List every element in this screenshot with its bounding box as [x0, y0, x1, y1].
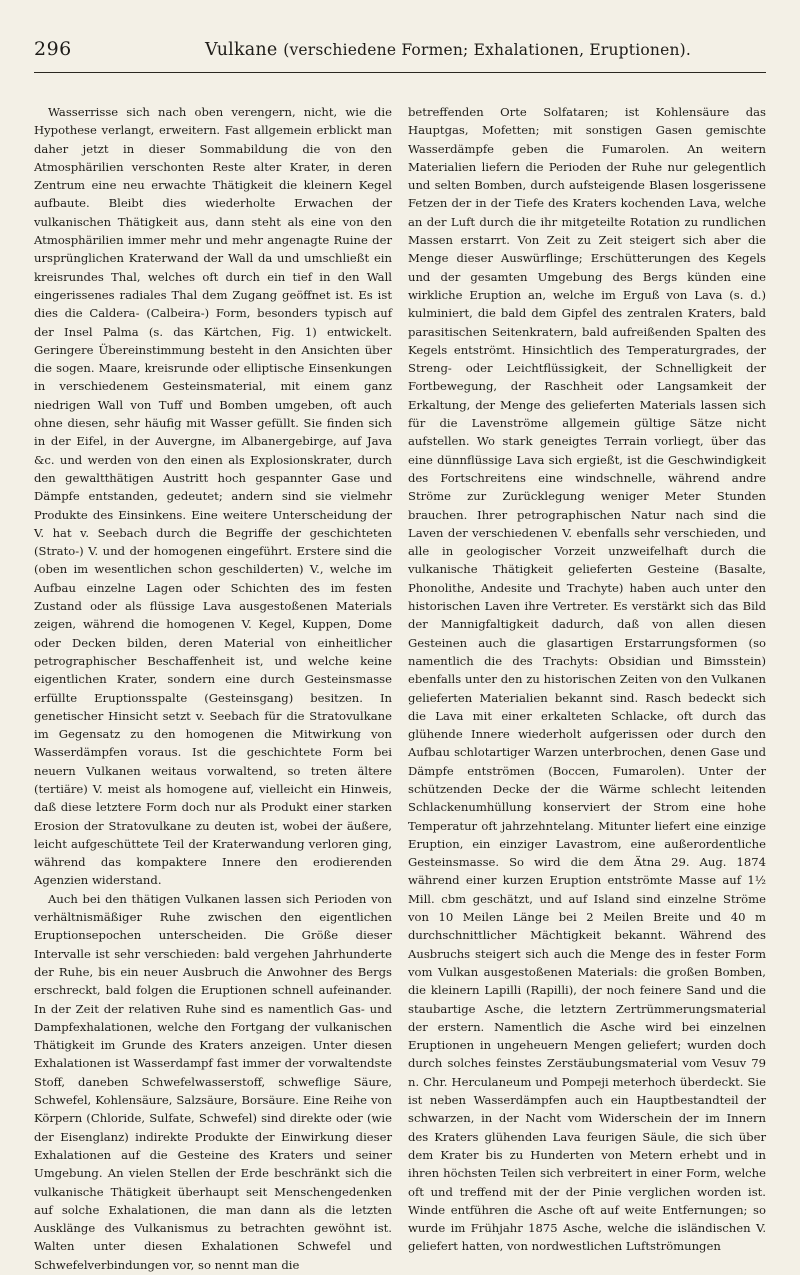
paragraph: Auch bei den thätigen Vulkanen lassen sich Perioden von verhältnismäßiger Ruhe zwischen den eigentlichen Eruptionsepochen unterscheiden. Die Größe dieser Intervalle ist sehr verschieden: bald vergehen Jahrhunderte der Ruhe, bis ein neuer Ausbruch die Anwohner des Bergs erschreckt, bald folgen die Eruptionen schnell aufeinander. In der Zeit der relativen Ruhe sind es namentlich Gas- und Dampfexhalationen, welche den Fortgang der vulkanischen Thätigkeit im Grunde des Kraters anzeigen. Unter diesen Exhalationen ist Wasserdampf fast immer der vorwaltendste Stoff, daneben Schwefelwasserstoff, schweflige Säure, Schwefel, Kohlensäure, Salzsäure, Borsäure. Eine Reihe von Körpern (Chloride, Sulfate, Schwefel) sind direkte oder (wie der Eisenglanz) indirekte Produkte der Einwirkung dieser Exhalationen auf die Gesteine des Kraters und seiner Umgebung. An vielen Stellen der Erde beschränkt sich die vulkanische Thätigkeit überhaupt seit Menschengedenken auf solche Exhalationen, die man dann als die letzten Ausklänge des Vulkanismus zu betrachten gewöhnt ist. Walten unter diesen Exhalationen Schwefel und Schwefelverbindungen vor, so nennt man die: [34, 891, 392, 1272]
running-title-subtitle: (verschiedene Formen; Exhalationen, Eruptionen).: [283, 41, 692, 59]
paragraph: Wasserrisse sich nach oben verengern, nicht, wie die Hypothese verlangt, erweitern. Fast allgemein erblickt man daher jetzt in dieser Sommabildung die von den Atmosphärilien verschonten Reste alter Krater, in deren Zentrum eine neu erwachte Thätigkeit die kleinern Kegel aufbaute. Bleibt dies wiederholte Erwachen der vulkanischen Thätigkeit aus, dann steht als eine von den Atmosphärilien immer mehr und mehr angenagte Ruine der ursprünglichen Kraterwand der Wall da und umschließt ein kreisrundes Thal, welches oft durch ein tief in den Wall eingerissenes radiales Thal dem Zugang geöffnet ist. Es ist dies die Caldera- (Calbeira-) Form, besonders typisch auf der Insel Palma (s. das Kärtchen, Fig. 1) entwickelt. Geringere Übereinstimmung besteht in den Ansichten über die sogen. Maare, kreisrunde oder elliptische Einsenkungen in verschiedenem Gesteinsmaterial, mit einem ganz niedrigen Wall von Tuff und Bomben umgeben, oft auch ohne diesen, sehr häufig mit Wasser gefüllt. Sie finden sich in der Eifel, in der Auvergne, im Albanergebirge, auf Java &c. und werden von den einen als Explosionskrater, durch den gewaltthätigen Austritt hoch gespannter Gase und Dämpfe entstanden, gedeutet; andern sind sie vielmehr Produkte des Einsinkens. Eine weitere Unterscheidung der V. hat v. Seebach durch die Begriffe der geschichteten (Strato-) V. und der homogenen eingeführt. Erstere sind die (oben im wesentlichen schon geschilderten) V., welche im Aufbau einzelne Lagen oder Schichten des im festen Zustand oder als flüssige Lava ausgestoßenen Materials zeigen, während die homogenen V. Kegel, Kuppen, Dome oder Decken bilden, deren Material von einheitlicher petrographischer Beschaffenheit ist, und welche keine eigentlichen Krater, sondern eine durch Gesteinsmasse erfüllte Eruptionsspalte (Gesteinsgang) besitzen. In genetischer Hinsicht setzt v. Seebach für die Stratovulkane im Gegensatz zu den homogenen die Mitwirkung von Wasserdämpfen voraus. Ist die geschichtete Form bei neuern Vulkanen weitaus vorwaltend, so treten ältere (tertiäre) V. meist als homogene auf, vielleicht ein Hinweis, daß diese letztere Form doch nur als Produkt einer starken Erosion der Stratovulkane zu deuten ist, wobei der äußere, leicht aufgeschüttete Teil der Kraterwandung verloren ging, während das kompaktere Innere den erodierenden Agenzien widerstand.: [34, 105, 392, 888]
running-header: [34, 38, 766, 73]
running-title: [130, 40, 766, 60]
running-title-main: Vulkane: [204, 40, 278, 60]
paragraph: betreffenden Orte Solfataren; ist Kohlensäure das Hauptgas, Mofetten; mit sonstigen Gasen gemischte Wasserdämpfe geben die Fumarolen. An weitern Materialien liefern die Perioden der Ruhe nur gelegentlich und selten Bomben, durch aufsteigende Blasen losgerissene Fetzen der in der Tiefe des Kraters kochenden Lava, welche an der Luft durch die ihr mitgeteilte Rotation zu rundlichen Massen erstarrt. Von Zeit zu Zeit steigert sich aber die Menge dieser Auswürflinge; Erschütterungen des Kegels und der gesamten Umgebung des Bergs künden eine wirkliche Eruption an, welche im Erguß von Lava (s. d.) kulminiert, die bald dem Gipfel des zentralen Kraters, bald parasitischen Seitenkratern, bald aufreißenden Spalten des Kegels entströmt. Hinsichtlich des Temperaturgrades, der Streng- oder Leichtflüssigkeit, der Schnelligkeit der Fortbewegung, der Raschheit oder Langsamkeit der Erkaltung, der Menge des gelieferten Materials lassen sich für die Lavenströme allgemein gültige Sätze nicht aufstellen. Wo stark geneigtes Terrain vorliegt, über das eine dünnflüssige Lava sich ergießt, ist die Geschwindigkeit des Fortschreitens eine windschnelle, während andre Ströme zur Zurücklegung weniger Meter Stunden brauchen. Ihrer petrographischen Natur nach sind die Laven der verschiedenen V. ebenfalls sehr verschieden, und alle in geologischer Vorzeit unzweifelhaft durch die vulkanische Thätigkeit gelieferten Gesteine (Basalte, Phonolithe, Andesite und Trachyte) haben auch unter den historischen Laven ihre Vertreter. Es verstärkt sich das Bild der Mannigfaltigkeit dadurch, daß von allen diesen Gesteinen auch die glasartigen Erstarrungsformen (so namentlich die des Trachyts: Obsidian und Bimsstein) ebenfalls unter den zu historischen Zeiten von den Vulkanen gelieferten Materialien bekannt sind. Rasch bedeckt sich die Lava mit einer erkalteten Schlacke, oft durch das glühende Innere wiederholt aufgerissen oder durch den Aufbau schlotartiger Warzen unterbrochen, denen Gase und Dämpfe entströmen (Boccen, Fumarolen). Unter der schützenden Decke der die Wärme schlecht leitenden Schlackenumhüllung konserviert der Strom eine hohe Temperatur oft jahrzehntelang. Mitunter liefert eine einzige Eruption, ein einziger Lavastrom, eine außerordentliche Gesteinsmasse. So wird die dem Ätna 29. Aug. 1874 während einer kurzen Eruption entströmte Masse auf 1½ Mill. cbm geschätzt, und auf Island sind einzelne Ströme von 10 Meilen Länge bei 2 Meilen Breite und 40 m durchschnittlicher Mächtigkeit bekannt. Während des Ausbruchs steigert sich auch die Menge des in fester Form vom Vulkan ausgestoßenen Materials: die großen Bomben, die kleinern Lapilli (Rapilli), der noch feinere Sand und die staubartige Asche, die letztern Zertrümmerungsmaterial der erstern. Namentlich die Asche wird bei einzelnen Eruptionen in ungeheuern Mengen geliefert; wurden doch durch solches feinstes Zerstäubungsmaterial vom Vesuv 79 n. Chr. Herculaneum und Pompeji meterhoch überdeckt. Sie ist neben Wasserdämpfen auch ein Hauptbestandteil der schwarzen, in der Nacht vom Widerschein der im Innern des Kraters glühenden Lava feurigen Säule, die sich über dem Krater bis zu Hunderten von Metern erhebt und in ihren höchsten Teilen sich verbreitert in einer Form, welche oft und treffend mit der der Pinie verglichen worden ist. Winde entführen die Asche oft auf weite Entfernungen; so wurde im Frühjahr 1875 Asche, welche die isländischen V. geliefert hatten, von nordwestlichen Luftströmungen: [408, 105, 766, 1254]
page-number: 296: [34, 38, 72, 60]
text-columns: [34, 103, 766, 1272]
left-column: [34, 103, 392, 1272]
right-column: [408, 103, 766, 1254]
